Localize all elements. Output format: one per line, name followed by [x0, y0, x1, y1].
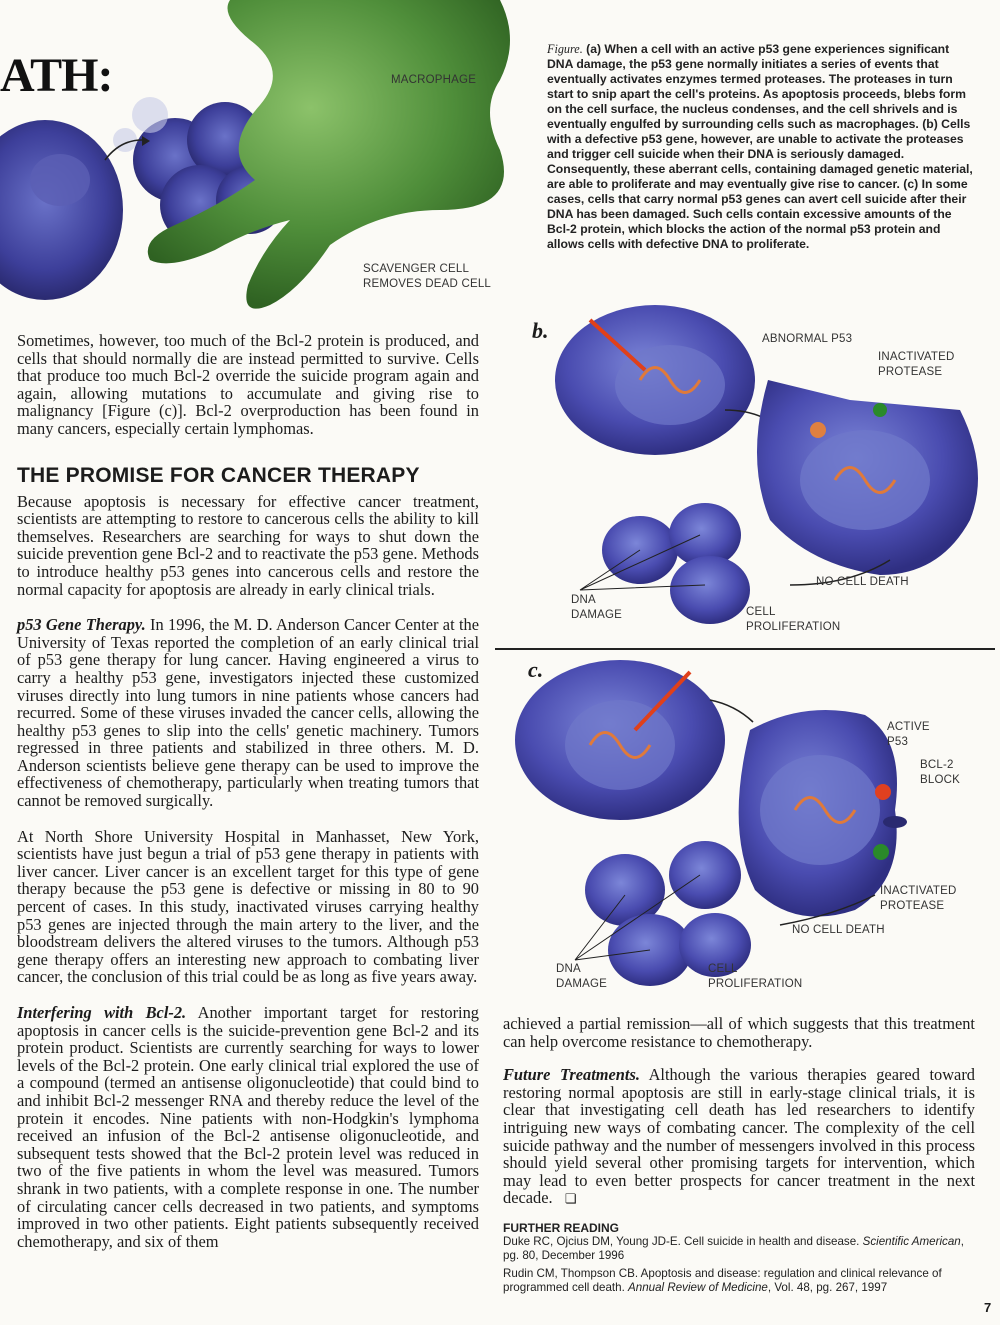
further-reading-heading: FURTHER READING [503, 1221, 619, 1235]
figure-b-letter: b. [532, 318, 549, 343]
label-line: PROTEASE [878, 366, 943, 378]
paragraph [17, 1004, 479, 1250]
caption-lead: Figure. [547, 42, 583, 56]
label-active-p53 [887, 720, 930, 750]
label-dna-damage [556, 962, 607, 992]
label-line: INACTIVATED [878, 351, 955, 363]
label-abnormal-p53: ABNORMAL P53 [762, 333, 853, 345]
figure-c-letter: c. [528, 657, 544, 682]
label-line: DNA [556, 963, 581, 975]
figure-c-illustration [505, 660, 1000, 1005]
label-line: REMOVES DEAD CELL [363, 278, 492, 290]
label-line: SCAVENGER CELL [363, 263, 470, 275]
label-bcl2-block [920, 758, 960, 788]
paragraph-text: Although the various therapies geared toward restoring normal apoptosis are still in early-stage clinical trials, it is clear that investigating cell death has led researchers to identify intriguing new ways of combating cancer. The complexity of the cell suicide pathway and the number of messengers involved in this process should yield several other promising targets for intervention, which may lead to even better prospects for cancer treatment in the next decade. [503, 1065, 975, 1208]
label-cell-proliferation [708, 962, 802, 992]
reference-item [503, 1267, 975, 1295]
label-no-cell-death: NO CELL DEATH [816, 576, 909, 588]
reference-text: Duke RC, Ojcius DM, Young JD-E. Cell suicide in health and disease. [503, 1235, 863, 1248]
proliferating-cells [602, 503, 750, 624]
run-in-heading: Future Treatments. [503, 1065, 640, 1085]
label-line: PROTEASE [880, 900, 945, 912]
paragraph: Because apoptosis is necessary for effective cancer treatment, scientists are attempting to restore to cancerous cells the ability to kill themselves. Researchers are searching for ways to shut down the suicide prevention gene Bcl-2 and to reactivate the p53 gene. Methods to introduce healthy p53 genes into cancerous cells and restore the normal capacity for apoptosis are already in early clinical trials. [17, 491, 479, 599]
caption-text: (a) When a cell with an active p53 gene experiences significant DNA damage, the p53 gene normally initiates a series of events that eventually activates enzymes termed proteases. The proteases in turn start to snip apart the cell's proteins. As apoptosis proceeds, blebs form on the cell surface, the nucleus condenses, and the cell shrivels and is eventually engulfed by surrounding cells such as macrophages. (b) Cells with a defective p53 gene, however, are unable to activate the proteases and trigger cell suicide when their DNA is seriously damaged. Consequently, these aberrant cells, containing damaged genetic material, are able to proliferate and may eventually give rise to cancer. (c) In some cases, cells that carry normal p53 genes can avert cell suicide after their DNA has been damaged. Such cells contain excessive amounts of the Bcl-2 protein, which blocks the action of the normal p53 protein and allows cells with defective DNA to proliferate. [547, 42, 973, 251]
paragraph-text: Another important target for restoring apoptosis in cancer cells is the suicide-prevention gene Bcl-2 and its protein product. Scientists are currently searching for ways to lower levels of the Bcl-2 protein. One early clinical trial explored the use of a compound (termed an antisense oligonucleotide) that could bind to and inhibit Bcl-2 messenger RNA and thereby reduce the level of the protein it encodes. Nine patients with non-Hodgkin's lymphoma received an infusion of the Bcl-2 antisense oligonucleotide, and subsequent tests showed that the Bcl-2 protein level was reduced in two of the five patients in whom the level was measured. Tumors shrank in two patients, with a complete response in one. The number of circulating cancer cells decreased in two patients, and symptoms improved in two other patients. Eight patients subsequently received chemotherapy, and six of them [17, 1003, 479, 1251]
label-line: PROLIFERATION [746, 621, 841, 633]
label-no-cell-death: NO CELL DEATH [792, 924, 885, 936]
bcl2-block-marker [883, 816, 907, 828]
dying-cell-shape [0, 120, 123, 300]
protease-marker [873, 844, 889, 860]
label-scavenger-cell [363, 262, 491, 292]
paragraph: At North Shore University Hospital in Manhasset, New York, scientists have just begun a trial of p53 gene therapy in patients with liver cancer. Liver cancer is an excellent target for this type of gene therapy because the p53 gene is defective or missing in 80 to 90 percent of cases. In this study, inactivated viruses carrying healthy p53 genes are injected through the main artery to the liver, and the bloodstream delivers the altered viruses to the tumors. Although p53 gene therapy offers an interesting new approach to combating liver cancer, the conclusion of this trial could be as long as five years away. [17, 826, 479, 987]
label-line: BLOCK [920, 774, 960, 786]
reference-journal: Annual Review of Medicine [628, 1281, 768, 1294]
run-in-heading: Interfering with Bcl-2. [17, 1003, 187, 1022]
run-in-heading: p53 Gene Therapy. [17, 615, 146, 635]
section-heading: THE PROMISE FOR CANCER THERAPY [17, 463, 420, 487]
left-column [17, 332, 479, 1250]
reference-item [503, 1235, 975, 1263]
active-p53-marker [875, 784, 891, 800]
label-line: DAMAGE [571, 609, 623, 621]
label-inactivated-protease [878, 350, 955, 380]
page-title: ATH: [0, 49, 113, 102]
label-inactivated-protease [880, 884, 957, 914]
label-line: ACTIVE [887, 721, 930, 733]
label-line: P53 [887, 736, 909, 748]
abnormal-p53-marker [810, 422, 826, 438]
reference-journal: Scientific American [862, 1235, 961, 1248]
end-mark-icon: ❏ [564, 1192, 577, 1208]
paragraph [17, 616, 479, 810]
label-macrophage: MACROPHAGE [391, 74, 477, 86]
label-line: CELL [746, 606, 776, 618]
paragraph-text: In 1996, the M. D. Anderson Cancer Center at the University of Texas reported the completion of an early clinical trial of p53 gene therapy for lung cancer. Having engineered a virus to carry a healthy p53 gene, investigators injected these customized viruses directly into lung tumors in nine patients whose cancers had recurred. Some of these viruses invaded the cancer cells, allowing the healthy p53 genes to slip into the cells' genetic machinery. Tumors regressed in three patients and stabilized in three others. M. D. Anderson scientists believe gene therapy can be used to improve the effectiveness of chemotherapy, particularly when treating tumors that cannot be removed surgically. [17, 615, 479, 811]
label-line: DAMAGE [556, 978, 608, 990]
reference-text: Rudin CM, Thompson CB. Apoptosis and disease: regulation and clinical relevance of programmed cell death. [503, 1267, 942, 1294]
label-line: BCL-2 [920, 759, 954, 771]
label-line: CELL [708, 963, 738, 975]
figure-caption [547, 42, 975, 252]
paragraph [503, 1066, 975, 1209]
reference-tail: , Vol. 48, pg. 267, 1997 [767, 1281, 888, 1294]
label-cell-proliferation [746, 605, 840, 635]
figure-divider [495, 648, 995, 650]
page-number: 7 [984, 1300, 992, 1315]
right-column [503, 1015, 975, 1209]
label-dna-damage [571, 593, 622, 623]
protease-marker [873, 403, 887, 417]
further-reading [503, 1221, 975, 1295]
label-line: PROLIFERATION [708, 978, 803, 990]
paragraph: Sometimes, however, too much of the Bcl-2 protein is produced, and cells that should normally die are instead permitted to survive. Cells that produce too much Bcl-2 override the suicide program again and again, allowing mutations to accumulate and giving rise to malignancy [Figure (c)]. Bcl-2 overproduction has been found in many cancers, especially certain lymphomas. [17, 331, 479, 438]
label-line: INACTIVATED [880, 885, 957, 897]
label-line: DNA [571, 594, 596, 606]
paragraph: achieved a partial remission—all of which suggests that this treatment can help overcome resistance to chemotherapy. [503, 1014, 975, 1051]
reference-tail: , pg. 80, December 1996 [503, 1235, 964, 1262]
